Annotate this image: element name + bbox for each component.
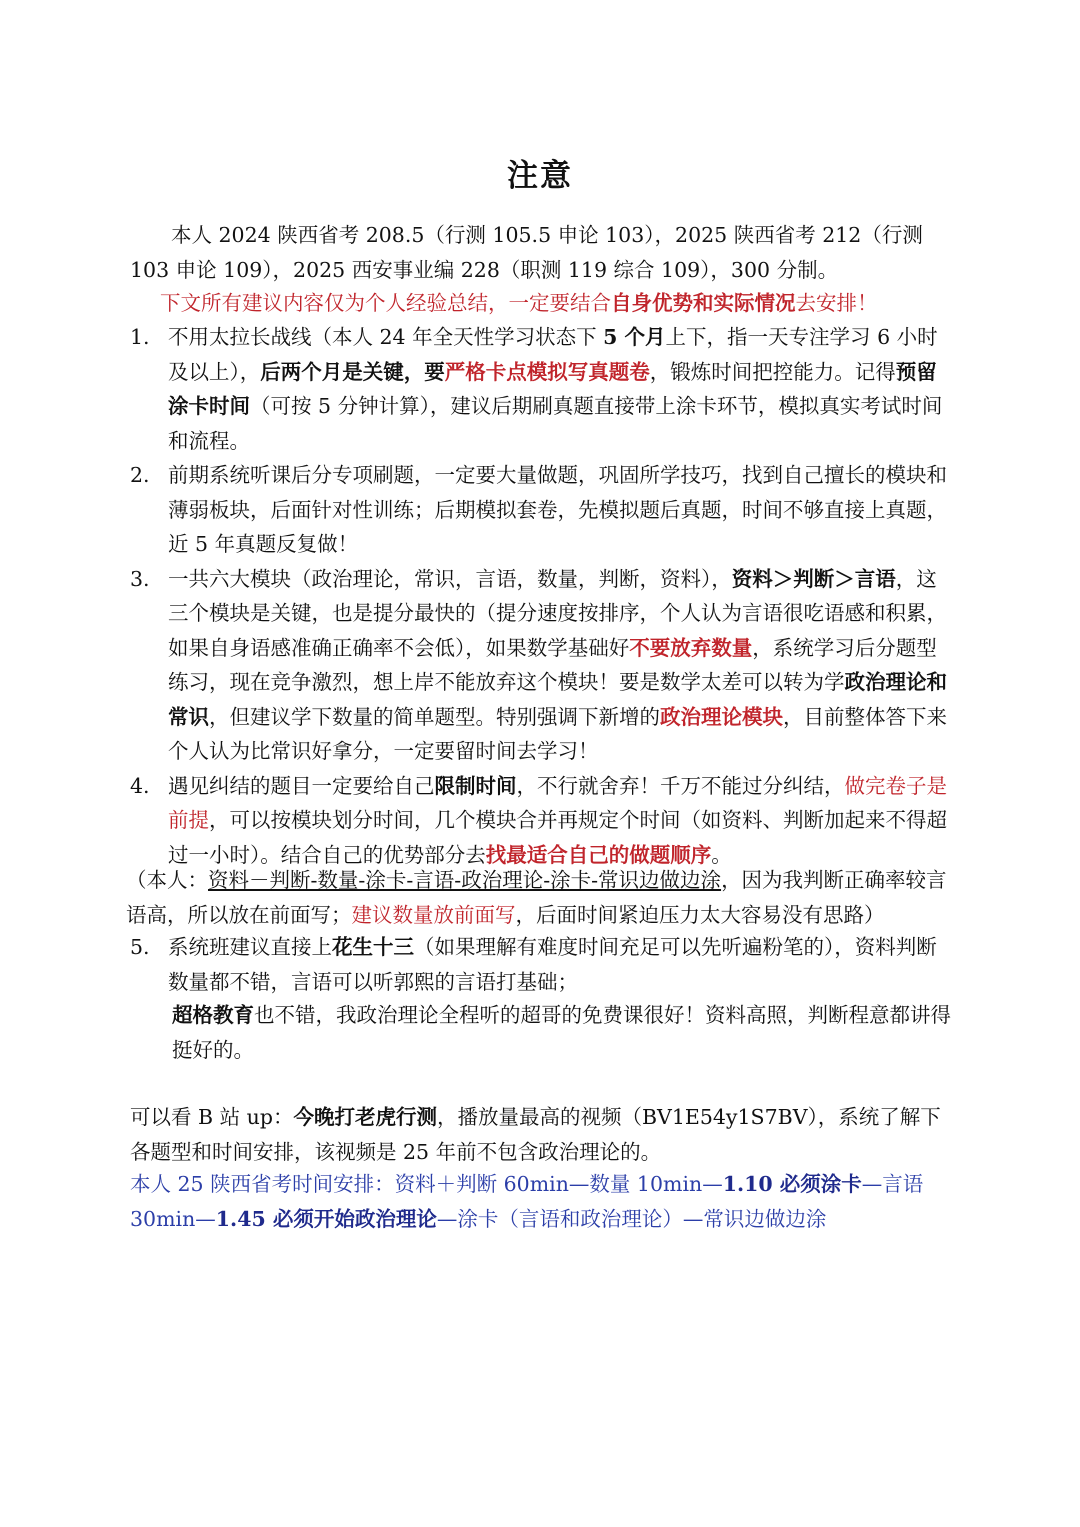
text-segment: ，要 xyxy=(403,359,445,384)
text-segment: ，锻炼时间把控能力。记得 xyxy=(649,359,896,384)
text-segment: （可按 5 分钟计算），建议后期刷真题直接带上涂卡环节，模拟真实考试时间和流程。 xyxy=(168,394,943,453)
page-title: 注意 xyxy=(507,158,573,194)
advice-item-1 xyxy=(130,320,952,458)
bilibili-paragraph xyxy=(130,1100,952,1169)
item-text xyxy=(168,562,952,769)
text-segment: 建议数量放前面写 xyxy=(351,902,516,927)
warning-line xyxy=(160,286,960,321)
text-segment: 不用太拉长战线（本人 24 年全天性学习状态下 xyxy=(168,325,604,349)
intro-paragraph: 本人 2024 陕西省考 208.5（行测 105.5 申论 103），2025 陕西省考 212（行测 103 申论 109），2025 西安事业编 228（职测 119 综合 109），300 分制。 xyxy=(130,223,923,282)
text-segment: 花生十三 xyxy=(332,935,414,959)
text-segment: 找最适合自己的做题顺序 xyxy=(485,842,712,867)
item-number: 3. xyxy=(130,566,150,591)
text-segment: 今晚打老虎行测 xyxy=(293,1105,437,1129)
order-note xyxy=(126,863,956,932)
text-segment: —涂卡（言语和政治理论）—常识边做边涂 xyxy=(436,1206,827,1231)
item-number: 4. xyxy=(130,773,150,798)
extra-paragraph xyxy=(172,998,954,1067)
text-segment: 政治理论模块 xyxy=(660,704,783,729)
text-segment: 政治理论和常识 xyxy=(168,670,947,729)
item-number: 5. xyxy=(130,935,150,959)
text-segment: 1.10 必须涂卡 xyxy=(722,1172,862,1196)
advice-list-2 xyxy=(130,930,952,999)
text-segment: 做完卷子是前提 xyxy=(168,773,947,832)
text-segment: ，这三个模块是关键，也是提分最快的（提分速度按排序，个人认为言语很吃语感和积累，如果自身语感准确正确率不会低），如果数学基础好 xyxy=(168,566,947,660)
schedule-paragraph xyxy=(130,1167,952,1236)
item-number: 1. xyxy=(130,325,150,349)
text-segment: —言语 30min— xyxy=(130,1172,924,1231)
text-segment: ，不行就舍弃！千万不能过分纠结， xyxy=(516,773,845,798)
text-segment: 超格教育 xyxy=(172,1003,254,1027)
text-segment: ，因为我判断正确率较言语高，所以放在前面写； xyxy=(126,868,947,927)
text-segment: 5 个月 xyxy=(603,325,666,349)
text-segment: ，目前整体答下来个人认为比常识好拿分，一定要留时间去学习！ xyxy=(168,704,947,763)
item-number: 2. xyxy=(130,463,150,487)
text-segment: 不要放弃数量 xyxy=(629,635,753,660)
text-segment: 系统班建议直接上 xyxy=(168,935,332,959)
text-segment: 资料＞判断＞言语 xyxy=(731,566,896,591)
text-segment: ，可以按模块划分时间，几个模块合并再规定个时间（如资料、判断加起来不得超过一小时）。结合自己的优势部分去 xyxy=(168,808,947,867)
text-segment: 严格卡点模拟写真题卷 xyxy=(444,359,650,384)
text-segment: 上下，指一天专注学习 6 小时及以上）， xyxy=(168,325,938,384)
item-text xyxy=(168,769,952,873)
text-segment: 预留涂卡时间 xyxy=(168,359,937,418)
text-segment: ，系统学习后分题型练习，现在竞争激烈，想上岸不能放弃这个模块！要是数学太差可以转为学 xyxy=(168,635,937,694)
text-segment: 资料－判断-数量-涂卡-言语-政治理论-涂卡-常识边做边涂 xyxy=(208,868,722,892)
text-segment: （本人： xyxy=(126,868,208,892)
text-segment: 也不错，我政治理论全程听的超哥的免费课很好！资料高照，判断程意都讲得挺好的。 xyxy=(172,1003,951,1062)
text-segment: （如果理解有难度时间充足可以先听遍粉笔的），资料判断数量都不错，言语可以听郭熙的言语打基础； xyxy=(168,935,937,994)
warning-post: 去安排！ xyxy=(795,291,878,315)
text-segment: ，播放量最高的视频（BV1E54y1S7BV），系统了解下各题型和时间安排，该视频是 25 年前不包含政治理论的。 xyxy=(130,1105,941,1164)
text-segment: 遇见纠结的题目一定要给自己 xyxy=(168,773,435,798)
text-segment: 一共六大模块（政治理论，常识，言语，数量，判断，资料）， xyxy=(168,566,732,591)
text-segment: 限制时间 xyxy=(434,773,517,798)
advice-item-4 xyxy=(130,769,952,873)
text-segment: ，但建议学下数量的简单题型。特别强调下新增的 xyxy=(209,704,660,729)
warning-pre: 下文所有建议内容仅为个人经验总结，一定要结合 xyxy=(160,291,611,315)
text-segment: 前期系统听课后分专项刷题，一定要大量做题，巩固所学技巧，找到自己擅长的模块和薄弱板块，后面针对性训练；后期模拟套卷，先模拟题后真题，时间不够直接上真题，近 5 年真题反复做！ xyxy=(168,463,947,556)
text-segment: 本人 25 陕西省考时间安排：资料＋判断 60min—数量 10min— xyxy=(130,1172,723,1196)
item-text xyxy=(168,320,952,458)
text-segment: 1.45 必须开始政治理论 xyxy=(215,1206,437,1231)
advice-item-2 xyxy=(130,458,952,562)
text-segment: 。 xyxy=(711,842,732,867)
advice-item-5 xyxy=(130,930,952,999)
item-text xyxy=(168,930,952,999)
advice-list xyxy=(130,320,952,872)
text-segment: 可以看 B 站 up： xyxy=(130,1105,294,1129)
advice-item-3 xyxy=(130,562,952,769)
text-segment: 后两个月是关键 xyxy=(260,359,404,384)
warning-bold: 自身优势和实际情况 xyxy=(611,291,796,315)
text-segment: ，后面时间紧迫压力太大容易没有思路） xyxy=(515,902,885,927)
item-text xyxy=(168,458,952,562)
